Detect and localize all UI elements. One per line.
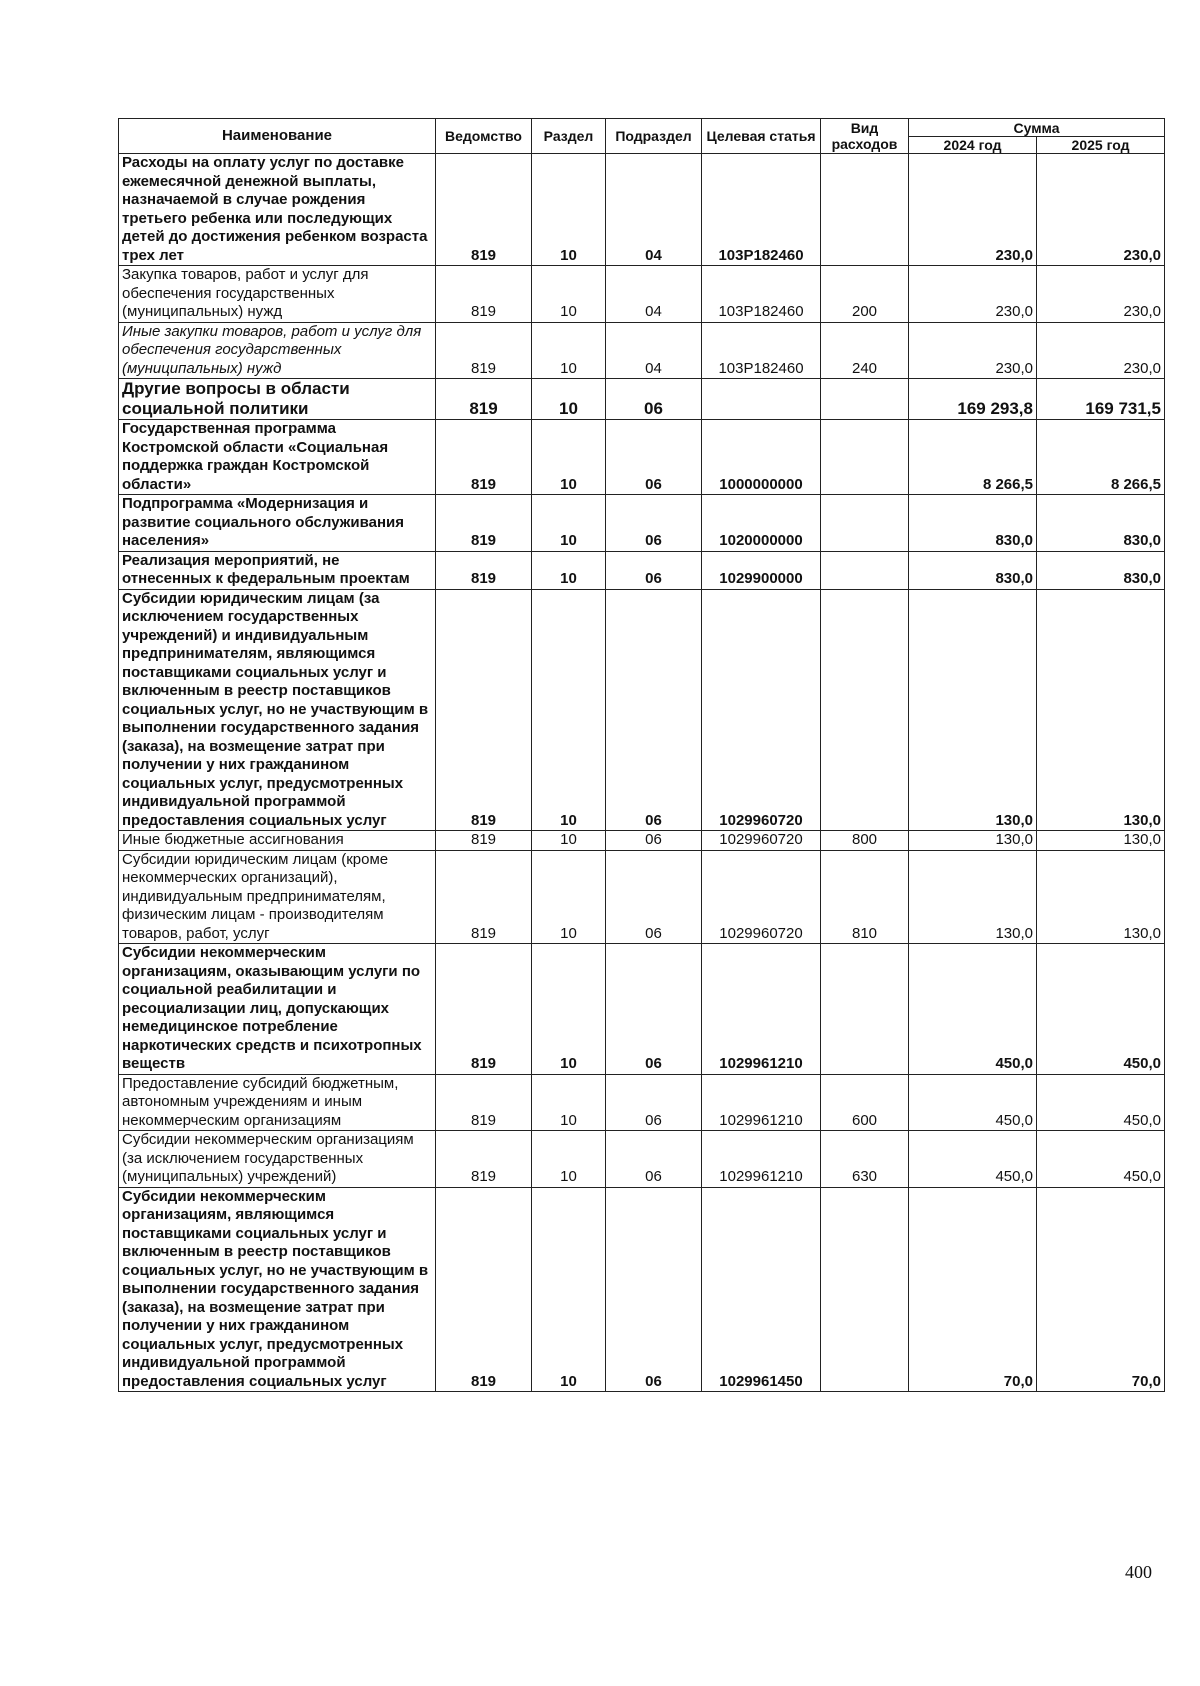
row-name: Иные закупки товаров, работ и услуг для обеспечения государственных (муниципальных) нужд xyxy=(119,322,436,379)
row-sum-2024: 8 266,5 xyxy=(909,420,1037,495)
row-sum-2025: 70,0 xyxy=(1037,1187,1165,1392)
row-sum-2025: 230,0 xyxy=(1037,266,1165,323)
row-section: 10 xyxy=(532,831,606,851)
row-name: Другие вопросы в области социальной политики xyxy=(119,379,436,420)
header-target-article: Целевая статья xyxy=(702,119,821,154)
row-target-article: 103P182460 xyxy=(702,322,821,379)
row-sum-2025: 230,0 xyxy=(1037,322,1165,379)
row-expense-type: 800 xyxy=(821,831,909,851)
header-subsection: Подраздел xyxy=(606,119,702,154)
row-expense-type xyxy=(821,420,909,495)
row-expense-type xyxy=(821,589,909,831)
row-expense-type xyxy=(821,495,909,552)
header-section: Раздел xyxy=(532,119,606,154)
row-subsection: 06 xyxy=(606,379,702,420)
row-subsection: 06 xyxy=(606,850,702,944)
row-target-article: 1029961210 xyxy=(702,1074,821,1131)
row-name: Закупка товаров, работ и услуг для обеспечения государственных (муниципальных) нужд xyxy=(119,266,436,323)
row-department: 819 xyxy=(436,589,532,831)
row-section: 10 xyxy=(532,420,606,495)
row-sum-2024: 830,0 xyxy=(909,551,1037,589)
row-expense-type xyxy=(821,551,909,589)
table-row xyxy=(119,420,1165,495)
row-department: 819 xyxy=(436,1187,532,1392)
row-section: 10 xyxy=(532,1131,606,1188)
table-row xyxy=(119,1131,1165,1188)
row-section: 10 xyxy=(532,850,606,944)
row-sum-2025: 8 266,5 xyxy=(1037,420,1165,495)
row-name: Предоставление субсидий бюджетным, автономным учреждениям и иным некоммерческим организациям xyxy=(119,1074,436,1131)
row-sum-2025: 450,0 xyxy=(1037,944,1165,1075)
header-name: Наименование xyxy=(119,119,436,154)
row-department: 819 xyxy=(436,322,532,379)
row-expense-type: 630 xyxy=(821,1131,909,1188)
row-subsection: 06 xyxy=(606,1131,702,1188)
row-department: 819 xyxy=(436,266,532,323)
row-subsection: 06 xyxy=(606,944,702,1075)
row-target-article: 103P182460 xyxy=(702,266,821,323)
row-name: Реализация мероприятий, не отнесенных к федеральным проектам xyxy=(119,551,436,589)
row-name: Расходы на оплату услуг по доставке ежемесячной денежной выплаты, назначаемой в случае рождения третьего ребенка или последующих детей до достижения ребенком возраста трех лет xyxy=(119,154,436,266)
header-department: Ведомство xyxy=(436,119,532,154)
row-name: Субсидии некоммерческим организациям, являющимся поставщиками социальных услуг и включенным в реестр поставщиков социальных услуг, но не участвующим в выполнении государственного задания (заказа), на возмещение затрат при получении у них гражданином социальных услуг, предусмотренных индивидуальной программой предоставления социальных услуг xyxy=(119,1187,436,1392)
row-section: 10 xyxy=(532,379,606,420)
row-subsection: 06 xyxy=(606,420,702,495)
table-row xyxy=(119,322,1165,379)
row-subsection: 04 xyxy=(606,322,702,379)
table-row xyxy=(119,589,1165,831)
row-target-article: 1029960720 xyxy=(702,850,821,944)
row-department: 819 xyxy=(436,850,532,944)
row-target-article: 103P182460 xyxy=(702,154,821,266)
row-name: Подпрограмма «Модернизация и развитие социального обслуживания населения» xyxy=(119,495,436,552)
row-target-article: 1029961210 xyxy=(702,944,821,1075)
table-row xyxy=(119,495,1165,552)
row-expense-type: 240 xyxy=(821,322,909,379)
header-year-2024: 2024 год xyxy=(909,137,1037,154)
row-name: Субсидии некоммерческим организациям (за исключением государственных (муниципальных) учреждений) xyxy=(119,1131,436,1188)
row-target-article: 1020000000 xyxy=(702,495,821,552)
row-department: 819 xyxy=(436,1131,532,1188)
row-section: 10 xyxy=(532,551,606,589)
header-year-2025: 2025 год xyxy=(1037,137,1165,154)
row-department: 819 xyxy=(436,154,532,266)
row-sum-2024: 450,0 xyxy=(909,1074,1037,1131)
row-sum-2024: 130,0 xyxy=(909,589,1037,831)
row-target-article: 1029960720 xyxy=(702,831,821,851)
row-expense-type xyxy=(821,1187,909,1392)
row-sum-2024: 230,0 xyxy=(909,322,1037,379)
row-subsection: 06 xyxy=(606,495,702,552)
row-section: 10 xyxy=(532,1187,606,1392)
table-row xyxy=(119,154,1165,266)
row-name: Государственная программа Костромской области «Социальная поддержка граждан Костромской области» xyxy=(119,420,436,495)
table-row xyxy=(119,831,1165,851)
row-sum-2025: 830,0 xyxy=(1037,551,1165,589)
row-department: 819 xyxy=(436,944,532,1075)
row-name: Иные бюджетные ассигнования xyxy=(119,831,436,851)
row-expense-type: 600 xyxy=(821,1074,909,1131)
row-sum-2025: 230,0 xyxy=(1037,154,1165,266)
table-row xyxy=(119,379,1165,420)
row-sum-2024: 130,0 xyxy=(909,850,1037,944)
table-row xyxy=(119,551,1165,589)
row-subsection: 06 xyxy=(606,589,702,831)
row-name: Субсидии юридическим лицам (кроме некоммерческих организаций), индивидуальным предпринимателям, физическим лицам - производителям товаров, работ, услуг xyxy=(119,850,436,944)
row-section: 10 xyxy=(532,266,606,323)
row-section: 10 xyxy=(532,495,606,552)
row-target-article: 1000000000 xyxy=(702,420,821,495)
row-subsection: 06 xyxy=(606,831,702,851)
page-number: 400 xyxy=(1125,1562,1152,1582)
row-target-article: 1029961450 xyxy=(702,1187,821,1392)
header-expense-type: Вид расходов xyxy=(821,119,909,154)
row-department: 819 xyxy=(436,551,532,589)
row-expense-type: 200 xyxy=(821,266,909,323)
row-section: 10 xyxy=(532,322,606,379)
row-name: Субсидии юридическим лицам (за исключением государственных учреждений) и индивидуальным предпринимателям, являющимся поставщиками социальных услуг и включенным в реестр поставщиков социальных услуг, но не участвующим в выполнении государственного задания (заказа), на возмещение затрат при получении у них гражданином социальных услуг, предусмотренных индивидуальной программой предоставления социальных услуг xyxy=(119,589,436,831)
row-target-article: 1029961210 xyxy=(702,1131,821,1188)
row-section: 10 xyxy=(532,589,606,831)
table-body xyxy=(119,154,1165,1392)
row-sum-2024: 130,0 xyxy=(909,831,1037,851)
row-department: 819 xyxy=(436,495,532,552)
row-expense-type xyxy=(821,154,909,266)
row-sum-2025: 130,0 xyxy=(1037,850,1165,944)
header-sum: Сумма xyxy=(909,119,1165,137)
table-row xyxy=(119,944,1165,1075)
row-department: 819 xyxy=(436,831,532,851)
row-section: 10 xyxy=(532,944,606,1075)
row-sum-2025: 130,0 xyxy=(1037,589,1165,831)
row-expense-type: 810 xyxy=(821,850,909,944)
row-subsection: 04 xyxy=(606,154,702,266)
row-sum-2025: 450,0 xyxy=(1037,1131,1165,1188)
budget-table xyxy=(118,118,1165,1392)
row-expense-type xyxy=(821,379,909,420)
row-subsection: 06 xyxy=(606,1074,702,1131)
row-target-article: 1029960720 xyxy=(702,589,821,831)
table-row xyxy=(119,1187,1165,1392)
row-expense-type xyxy=(821,944,909,1075)
row-sum-2025: 450,0 xyxy=(1037,1074,1165,1131)
row-department: 819 xyxy=(436,1074,532,1131)
row-sum-2024: 169 293,8 xyxy=(909,379,1037,420)
row-sum-2025: 830,0 xyxy=(1037,495,1165,552)
row-subsection: 06 xyxy=(606,1187,702,1392)
row-section: 10 xyxy=(532,154,606,266)
row-sum-2024: 450,0 xyxy=(909,944,1037,1075)
row-subsection: 04 xyxy=(606,266,702,323)
row-target-article xyxy=(702,379,821,420)
row-sum-2024: 230,0 xyxy=(909,154,1037,266)
table-row xyxy=(119,1074,1165,1131)
table-row xyxy=(119,850,1165,944)
row-name: Субсидии некоммерческим организациям, оказывающим услуги по социальной реабилитации и ресоциализации лиц, допускающих немедицинское потребление наркотических средств и психотропных веществ xyxy=(119,944,436,1075)
row-section: 10 xyxy=(532,1074,606,1131)
row-sum-2024: 830,0 xyxy=(909,495,1037,552)
row-sum-2024: 70,0 xyxy=(909,1187,1037,1392)
row-target-article: 1029900000 xyxy=(702,551,821,589)
row-sum-2024: 230,0 xyxy=(909,266,1037,323)
row-subsection: 06 xyxy=(606,551,702,589)
row-sum-2025: 130,0 xyxy=(1037,831,1165,851)
row-department: 819 xyxy=(436,379,532,420)
row-sum-2024: 450,0 xyxy=(909,1131,1037,1188)
row-department: 819 xyxy=(436,420,532,495)
table-row xyxy=(119,266,1165,323)
row-sum-2025: 169 731,5 xyxy=(1037,379,1165,420)
